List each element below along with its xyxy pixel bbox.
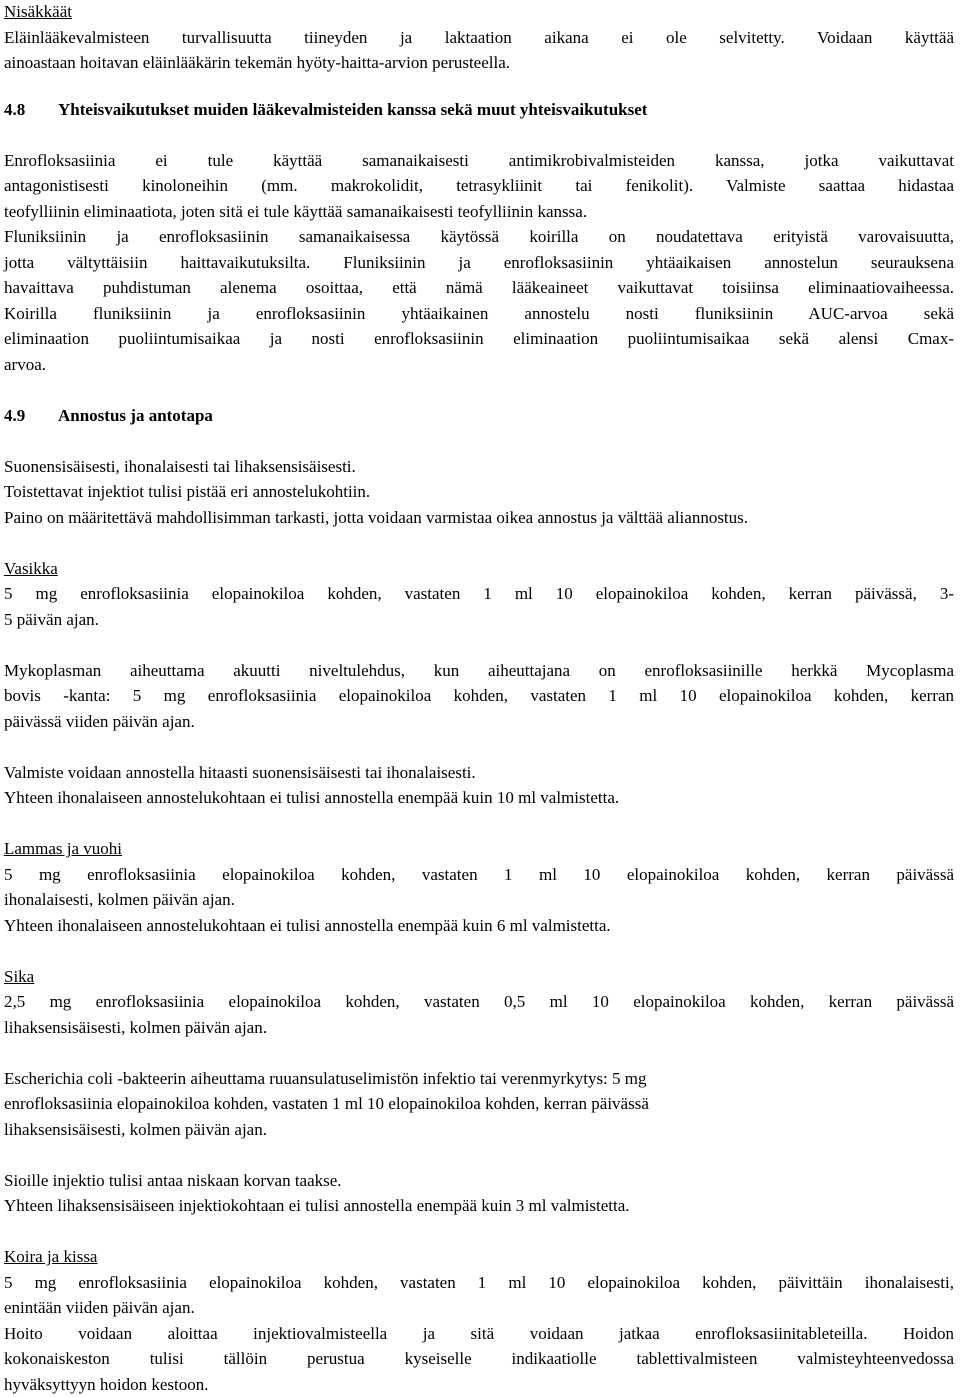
paragraph-line: Fluniksiinin ja enrofloksasiinin samanaikaisessa käytössä koirilla on noudatettava erityistä varovaisuutta, <box>4 224 954 250</box>
species-heading-vasikka: Vasikka <box>4 556 954 582</box>
paragraph-line: bovis -kanta: 5 mg enrofloksasiinia elopainokiloa kohden, vastaten 1 ml 10 elopainokiloa kohden, kerran <box>4 683 954 709</box>
section-title: Yhteisvaikutukset muiden lääkevalmisteiden kanssa sekä muut yhteisvaikutukset <box>58 100 647 119</box>
section-number: 4.9 <box>4 403 58 429</box>
paragraph-line: eliminaation puoliintumisaikaa ja nosti enrofloksasiinin eliminaation puoliintumisaikaa sekä alensi Cmax- <box>4 326 954 352</box>
paragraph-line: jotta vältyttäisiin haittavaikutuksilta. Fluniksiinin ja enrofloksasiinin yhtäaikaisen annostelun seurauksena <box>4 250 954 276</box>
nisakkaat-heading: Nisäkkäät <box>4 0 954 25</box>
paragraph-line: 5 päivän ajan. <box>4 607 954 633</box>
paragraph-line: enrofloksasiinia elopainokiloa kohden, vastaten 1 ml 10 elopainokiloa kohden, kerran päivässä <box>4 1091 954 1117</box>
paragraph-line: Sioille injektio tulisi antaa niskaan korvan taakse. <box>4 1168 954 1194</box>
paragraph-line: havaittava puhdistuman alenema osoittaa, että nämä lääkeaineet vaikuttavat toisiinsa eliminaatiovaiheessa. <box>4 275 954 301</box>
paragraph-line: Koirilla fluniksiinin ja enrofloksasiinin yhtäaikainen annostelu nosti fluniksiinin AUC-arvoa sekä <box>4 301 954 327</box>
paragraph-line: Escherichia coli -bakteerin aiheuttama ruuansulatuselimistön infektio tai verenmyrkytys: 5 mg <box>4 1066 954 1092</box>
paragraph-line: teofylliinin eliminaatiota, joten sitä ei tule käyttää samanaikaisesti teofylliinin kanssa. <box>4 199 954 225</box>
paragraph-line: Yhteen lihaksensisäiseen injektiokohtaan ei tulisi annostella enempää kuin 3 ml valmistetta. <box>4 1193 954 1219</box>
paragraph-line: 5 mg enrofloksasiinia elopainokiloa kohden, vastaten 1 ml 10 elopainokiloa kohden, päivittäin ihonalaisesti, <box>4 1270 954 1296</box>
paragraph-line: päivässä viiden päivän ajan. <box>4 709 954 735</box>
paragraph-line: Valmiste voidaan annostella hitaasti suonensisäisesti tai ihonalaisesti. <box>4 760 954 786</box>
species-heading-sika: Sika <box>4 964 954 990</box>
paragraph-line: Mykoplasman aiheuttama akuutti niveltulehdus, kun aiheuttajana on enrofloksasiinille herkkä Mycoplasma <box>4 658 954 684</box>
paragraph-line: ihonalaisesti, kolmen päivän ajan. <box>4 887 954 913</box>
paragraph-line: 5 mg enrofloksasiinia elopainokiloa kohden, vastaten 1 ml 10 elopainokiloa kohden, kerran päivässä, 3- <box>4 581 954 607</box>
paragraph-line: 2,5 mg enrofloksasiinia elopainokiloa kohden, vastaten 0,5 ml 10 elopainokiloa kohden, kerran päivässä <box>4 989 954 1015</box>
species-heading-koira: Koira ja kissa <box>4 1244 954 1270</box>
document-page <box>4 0 954 1397</box>
paragraph-line: kokonaiskeston tulisi tällöin perustua kyseiselle indikaatiolle tablettivalmisteen valmisteyhteenvedossa <box>4 1346 954 1372</box>
paragraph-line: Hoito voidaan aloittaa injektiovalmisteella ja sitä voidaan jatkaa enrofloksasiinitableteilla. Hoidon <box>4 1321 954 1347</box>
paragraph-line: Suonensisäisesti, ihonalaisesti tai lihaksensisäisesti. <box>4 454 954 480</box>
section-number: 4.8 <box>4 97 58 123</box>
paragraph-line: enintään viiden päivän ajan. <box>4 1295 954 1321</box>
paragraph-line: antagonistisesti kinoloneihin (mm. makrokolidit, tetrasykliinit tai fenikolit). Valmiste saattaa hidastaa <box>4 173 954 199</box>
paragraph-line: hyväksyttyyn hoidon kestoon. <box>4 1372 954 1397</box>
paragraph-line: Yhteen ihonalaiseen annostelukohtaan ei tulisi annostella enempää kuin 10 ml valmistetta. <box>4 785 954 811</box>
section-heading-4-9 <box>4 403 954 429</box>
section-title: Annostus ja antotapa <box>58 406 213 425</box>
paragraph-line: lihaksensisäisesti, kolmen päivän ajan. <box>4 1015 954 1041</box>
paragraph-line: ainoastaan hoitavan eläinlääkärin tekemän hyöty-haitta-arvion perusteella. <box>4 50 954 76</box>
paragraph-line: Toistettavat injektiot tulisi pistää eri annostelukohtiin. <box>4 479 954 505</box>
paragraph-line: Yhteen ihonalaiseen annostelukohtaan ei tulisi annostella enempää kuin 6 ml valmistetta. <box>4 913 954 939</box>
paragraph-line: Enrofloksasiinia ei tule käyttää samanaikaisesti antimikrobivalmisteiden kanssa, jotka vaikuttavat <box>4 148 954 174</box>
paragraph-line: Eläinlääkevalmisteen turvallisuutta tiineyden ja laktaation aikana ei ole selvitetty. Voidaan käyttää <box>4 25 954 51</box>
paragraph-line: Paino on määritettävä mahdollisimman tarkasti, jotta voidaan varmistaa oikea annostus ja välttää aliannostus. <box>4 505 954 531</box>
section-heading-4-8 <box>4 97 954 123</box>
paragraph-line: lihaksensisäisesti, kolmen päivän ajan. <box>4 1117 954 1143</box>
species-heading-lammas: Lammas ja vuohi <box>4 836 954 862</box>
paragraph-line: 5 mg enrofloksasiinia elopainokiloa kohden, vastaten 1 ml 10 elopainokiloa kohden, kerran päivässä <box>4 862 954 888</box>
paragraph-line: arvoa. <box>4 352 954 378</box>
